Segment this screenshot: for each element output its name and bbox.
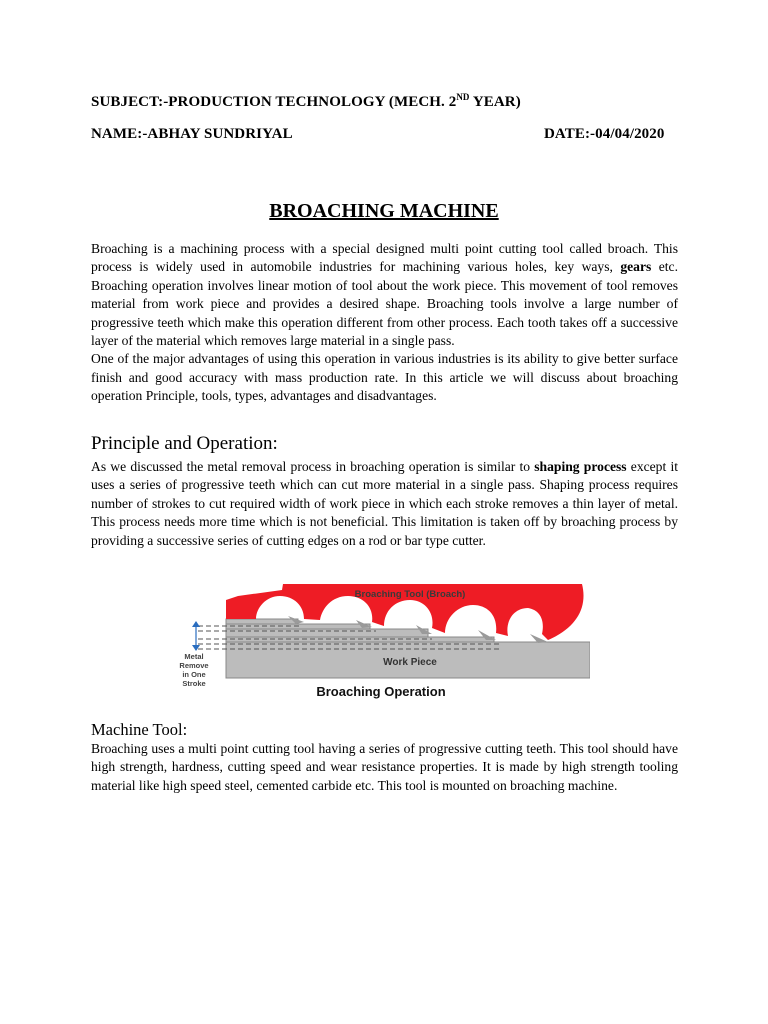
document-date: DATE:-04/04/2020 bbox=[544, 126, 665, 142]
intro-section bbox=[91, 240, 678, 406]
figure-caption: Broaching Operation bbox=[316, 684, 446, 699]
subject-line bbox=[91, 92, 521, 111]
intro-paragraph-1 bbox=[91, 240, 678, 350]
principle-text-a: As we discussed the metal removal process in broaching operation is similar to bbox=[91, 459, 535, 474]
side-label-3: in One bbox=[182, 670, 206, 679]
side-label-2: Remove bbox=[179, 661, 209, 670]
tool-label: Broaching Tool (Broach) bbox=[354, 589, 466, 600]
subject-text: SUBJECT:-PRODUCTION TECHNOLOGY (MECH. 2 bbox=[91, 94, 457, 110]
broaching-figure bbox=[170, 578, 590, 703]
side-label-4: Stroke bbox=[182, 679, 206, 688]
side-label-1: Metal bbox=[184, 652, 204, 661]
principle-text-b: except it uses a series of progressive teeth which can cut more material in a single pass. Shaping process requires number of strokes to cut required width of work piece in which each stroke removes a thin layer of metal. This process needs more time which is not beneficial. This limitation is taken off by broaching process by providing a successive series of cutting edges on a rod or bar type cutter. bbox=[91, 459, 678, 548]
intro-bold-gears: gears bbox=[620, 259, 652, 275]
document-title: BROACHING MACHINE bbox=[269, 200, 499, 222]
principle-paragraph bbox=[91, 458, 678, 550]
machine-tool-heading: Machine Tool: bbox=[91, 720, 188, 739]
principle-bold-shaping: shaping process bbox=[534, 459, 627, 474]
intro-text-a: Broaching is a machining process with a special designed multi point cutting tool called broach. This process is widely used in automobile industries for machining various holes, key ways, bbox=[91, 241, 678, 275]
intro-text-b: etc. Broaching operation involves linear motion of tool about the work piece. This movement of tool removes material from work piece and provides a desired shape. Broaching tools involve a large number of progressive teeth which make this operation different from other process. Each tooth takes off a successive layer of the material which removes large material in a single pass. bbox=[91, 259, 678, 349]
work-piece-label: Work Piece bbox=[383, 657, 437, 668]
subject-superscript: ND bbox=[456, 92, 470, 102]
machine-tool-section bbox=[91, 740, 678, 795]
intro-paragraph-2: One of the major advantages of using this operation in various industries is its ability to give better surface finish and good accuracy with mass production rate. In this article we will discuss about broaching operation Principle, tools, types, advantages and disadvantages. bbox=[91, 351, 678, 404]
machine-tool-paragraph: Broaching uses a multi point cutting tool having a series of progressive cutting teeth. This tool should have high strength, hardness, cutting speed and wear resistance properties. It is made by high strength tooling material like high speed steel, cemented carbide etc. This tool is mounted on broaching machine. bbox=[91, 741, 678, 793]
author-name: NAME:-ABHAY SUNDRIYAL bbox=[91, 126, 293, 142]
principle-heading: Principle and Operation: bbox=[91, 433, 278, 454]
principle-section bbox=[91, 458, 678, 550]
subject-end: YEAR) bbox=[469, 94, 521, 110]
